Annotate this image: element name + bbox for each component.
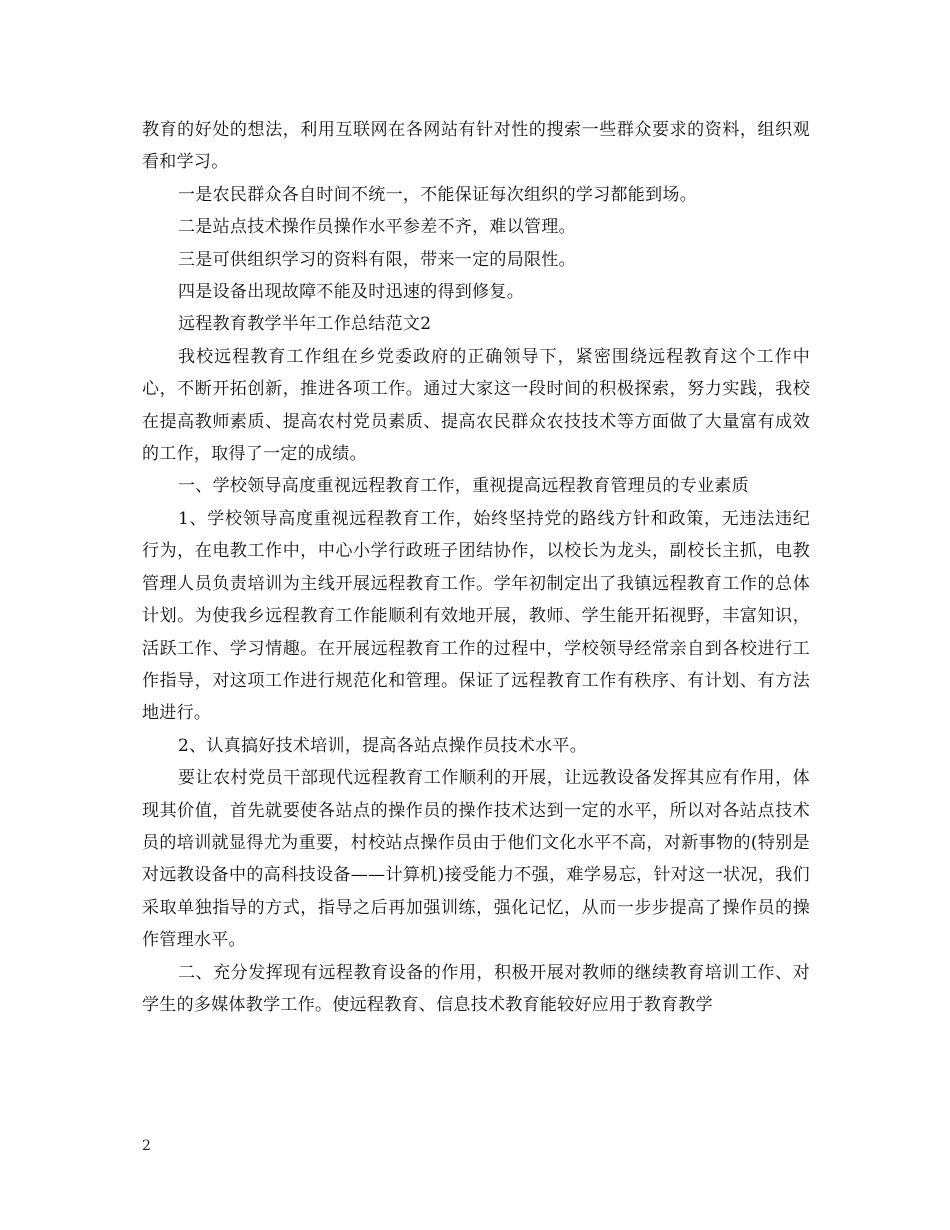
paragraph-5: 四是设备出现故障不能及时迅速的得到修复。 — [178, 282, 524, 303]
heading-1: 一、学校领导高度重视远程教育工作，重视提高远程教育管理员的专业素质 — [178, 476, 749, 497]
paragraph-11: 要让农村党员干部现代远程教育工作顺利的开展，让远教设备发挥其应有作用，体现其价值，首先就要使各站点的操作员的操作技术达到一定的水平，所以对各站点技术员的培训就显得尤为重要，村校站点操作员由于他们文化水平不高，对新事物的(特别是对远教设备中的高科技设备——计算机)接受能力不强，难学易忘，针对这一状况，我们采取单独指导的方式，指导之后再加强训练，强化记忆，从而一步步提高了操作员的操作管理水平。 — [142, 768, 810, 951]
subheading-2: 2、认真搞好技术培训，提高各站点操作员技术水平。 — [178, 735, 588, 756]
paragraph-9: 1、学校领导高度重视远程教育工作，始终坚持党的路线方针和政策，无违法违纪行为，在电教工作中，中心小学行政班子团结协作，以校长为龙头，副校长主抓，电教管理人员负责培训为主线开展远程教育工作。学年初制定出了我镇远程教育工作的总体计划。为使我乡远程教育工作能顺利有效地开展，教师、学生能开拓视野，丰富知识，活跃工作、学习情趣。在开展远程教育工作的过程中，学校领导经常亲自到各校进行工作指导，对这项工作进行规范化和管理。保证了远程教育工作有秩序、有计划、有方法地进行。 — [142, 508, 810, 724]
page-number: 2 — [142, 1138, 151, 1154]
heading-2: 二、充分发挥现有远程教育设备的作用，积极开展对教师的继续教育培训工作、对学生的多媒体教学工作。使远程教育、信息技术教育能较好应用于教育教学 — [142, 962, 810, 1015]
paragraph-2: 一是农民群众各自时间不统一，不能保证每次组织的学习都能到场。 — [178, 184, 697, 205]
paragraph-7: 我校远程教育工作组在乡党委政府的正确领导下，紧密围绕远程教育这个工作中心，不断开拓创新，推进各项工作。通过大家这一段时间的积极探索，努力实践，我校在提高教师素质、提高农村党员素质、提高农民群众农技技术等方面做了大量富有成效的工作，取得了一定的成绩。 — [142, 346, 810, 465]
paragraph-1: 教育的好处的想法，利用互联网在各网站有针对性的搜索一些群众要求的资料，组织观看和学习。 — [142, 120, 810, 173]
section-title: 远程教育教学半年工作总结范文2 — [178, 314, 432, 335]
paragraph-3: 二是站点技术操作员操作水平参差不齐，难以管理。 — [178, 217, 576, 238]
document-body — [142, 114, 810, 1021]
paragraph-4: 三是可供组织学习的资料有限，带来一定的局限性。 — [178, 249, 576, 270]
